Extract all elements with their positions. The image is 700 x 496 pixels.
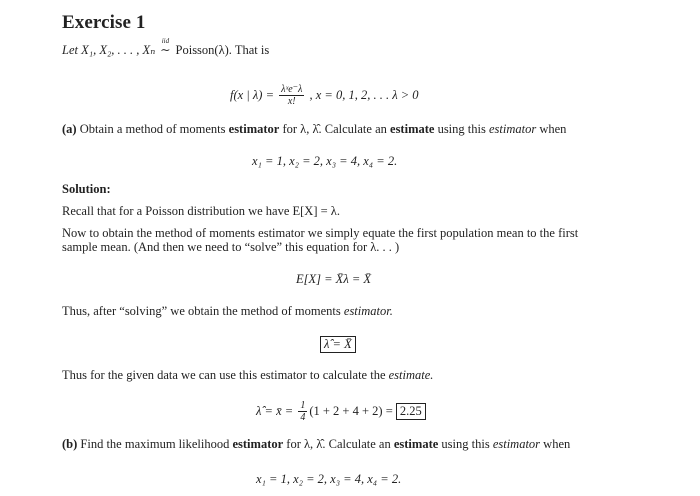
part-a-data: x₁ = 1, x₂ = 2, x₃ = 4, x₄ = 2. <box>252 154 398 168</box>
pmf-fraction <box>279 84 304 108</box>
part-b-text-3: using this <box>441 437 490 451</box>
calc-frac-den: 4 <box>300 412 306 423</box>
solution-now-line-1: Now to obtain the method of moments estimator we simply equate the first population mean to the first <box>62 226 579 240</box>
solution-recall: Recall that for a Poisson distribution we have E[X] = λ. <box>62 204 340 218</box>
part-a-text-4: when <box>539 122 567 136</box>
boxed-estimator <box>320 336 356 353</box>
part-a-bold-2: estimate <box>390 122 435 136</box>
part-b-question <box>62 436 570 452</box>
part-a-ital-1: estimator <box>488 122 537 136</box>
solution-thus-ital: estimator. <box>343 304 393 318</box>
part-b-text-2: for λ, λ̂. Calculate an <box>286 437 391 451</box>
solution-given-line <box>62 367 433 383</box>
part-a-label: (a) <box>62 122 77 136</box>
solution-heading: Solution: <box>62 182 111 196</box>
part-a-bold-1: estimator <box>228 122 280 136</box>
pmf-numerator: λˣe⁻λ <box>281 84 303 95</box>
part-a-text-2: for λ, λ̂. Calculate an <box>282 122 387 136</box>
boxed-estimator-text: λ̂ = X̄ <box>320 336 356 353</box>
part-a-question <box>62 121 566 137</box>
part-b-bold-1: estimator <box>232 437 284 451</box>
tilde-symbol: ∼ <box>160 43 171 57</box>
exercise-title: Exercise 1 <box>62 12 146 33</box>
intro-poisson: Poisson(λ). That is <box>175 43 270 57</box>
part-b-text-1: Find the maximum likelihood <box>80 437 230 451</box>
pmf-support: , x = 0, 1, 2, . . . λ > 0 <box>309 87 419 102</box>
pmf-equation <box>230 84 419 108</box>
pmf-lhs: f(x | λ) = <box>230 87 275 102</box>
iid-tilde <box>158 37 172 58</box>
solution-given-text: Thus for the given data we can use this estimator to calculate the <box>62 368 386 382</box>
pmf-denominator: x! <box>287 96 296 107</box>
intro-line <box>62 37 270 58</box>
part-a-text-3: using this <box>437 122 486 136</box>
part-b-ital-1: estimator <box>492 437 541 451</box>
iid-label: iid <box>161 37 170 45</box>
solution-thus-text: Thus, after “solving” we obtain the method of moments <box>62 304 341 318</box>
solution-thus-line <box>62 303 393 319</box>
calc-rhs: (1 + 2 + 4 + 2) = <box>309 403 393 418</box>
calc-fraction <box>298 400 307 424</box>
part-b-data: x₁ = 1, x₂ = 2, x₃ = 4, x₄ = 2. <box>256 472 402 486</box>
solution-now-line-2: sample mean. (And then we need to “solve” this equation for λ. . . ) <box>62 240 400 254</box>
calc-result-box: 2.25 <box>396 403 426 420</box>
solution-equation: E[X] = X̄λ = X̄ <box>296 272 372 286</box>
part-a-text-1: Obtain a method of moments <box>79 122 226 136</box>
part-b-bold-2: estimate <box>393 437 439 451</box>
part-b-label: (b) <box>62 437 78 451</box>
calc-frac-num: 1 <box>300 400 306 411</box>
solution-calculation <box>256 400 426 424</box>
solution-given-ital: estimate. <box>388 368 434 382</box>
calc-lhs: λ̂ = x̄ = <box>256 403 294 418</box>
intro-let: Let X₁, X₂, . . . , Xₙ <box>62 43 156 57</box>
part-b-text-4: when <box>543 437 571 451</box>
